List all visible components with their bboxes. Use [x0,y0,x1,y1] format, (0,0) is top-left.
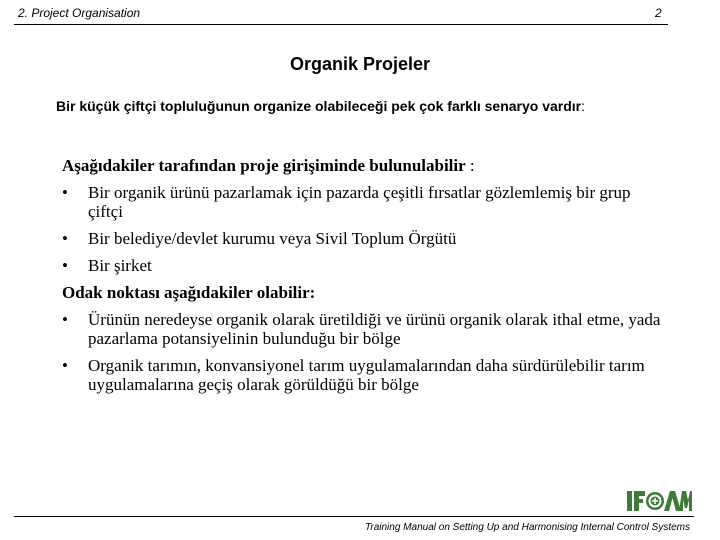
page-title: Organik Projeler [289,54,431,74]
list-item-text: Bir belediye/devlet kurumu veya Sivil Toplum Örgütü [88,229,457,248]
footer-divider [14,516,694,517]
bullet-icon: • [62,183,68,202]
bullet-icon: • [62,356,68,375]
content-body [62,156,662,402]
list-item-text: Organik tarımın, konvansiyonel tarım uygulamalarından daha sürdürülebilir tarım uygulamalarına geçiş olarak görüldüğü bir bölge [88,356,645,394]
list-item [62,256,662,275]
bullet-icon: • [62,229,68,248]
footer-text: Training Manual on Setting Up and Harmonising Internal Control Systems [365,522,690,533]
bullet-icon: • [62,310,68,329]
section1-heading-text: Aşağıdakiler tarafından proje girişiminde bulunulabilir [62,156,466,175]
intro-colon: : [581,98,586,114]
list-item [62,183,662,221]
section-label: 2. Project Organisation [18,6,141,20]
list-item [62,356,662,394]
bullet-icon: • [62,256,68,275]
section2-heading: Odak noktası aşağıdakiler olabilir: [62,283,316,302]
section1-heading [62,156,662,175]
header-divider [14,24,668,25]
list-item [62,310,662,348]
list-item-text: Bir organik ürünü pazarlamak için pazarda çeşitli fırsatlar gözlemlemiş bir grup çiftçi [88,183,631,221]
section1-heading-colon: : [465,156,475,175]
intro-text [56,98,656,114]
list-item-text: Ürünün neredeyse organik olarak üretildiği ve ürünü organik olarak ithal etme, yada pazarlama potansiyelinin bulunduğu bir bölge [88,310,661,348]
page-number: 2 [655,6,662,20]
list-item [62,229,662,248]
list-item-text: Bir şirket [88,256,152,275]
intro-sentence: Bir küçük çiftçi topluluğunun organize olabileceği pek çok farklı senaryo vardır [56,98,582,114]
ifoam-logo [626,488,692,514]
